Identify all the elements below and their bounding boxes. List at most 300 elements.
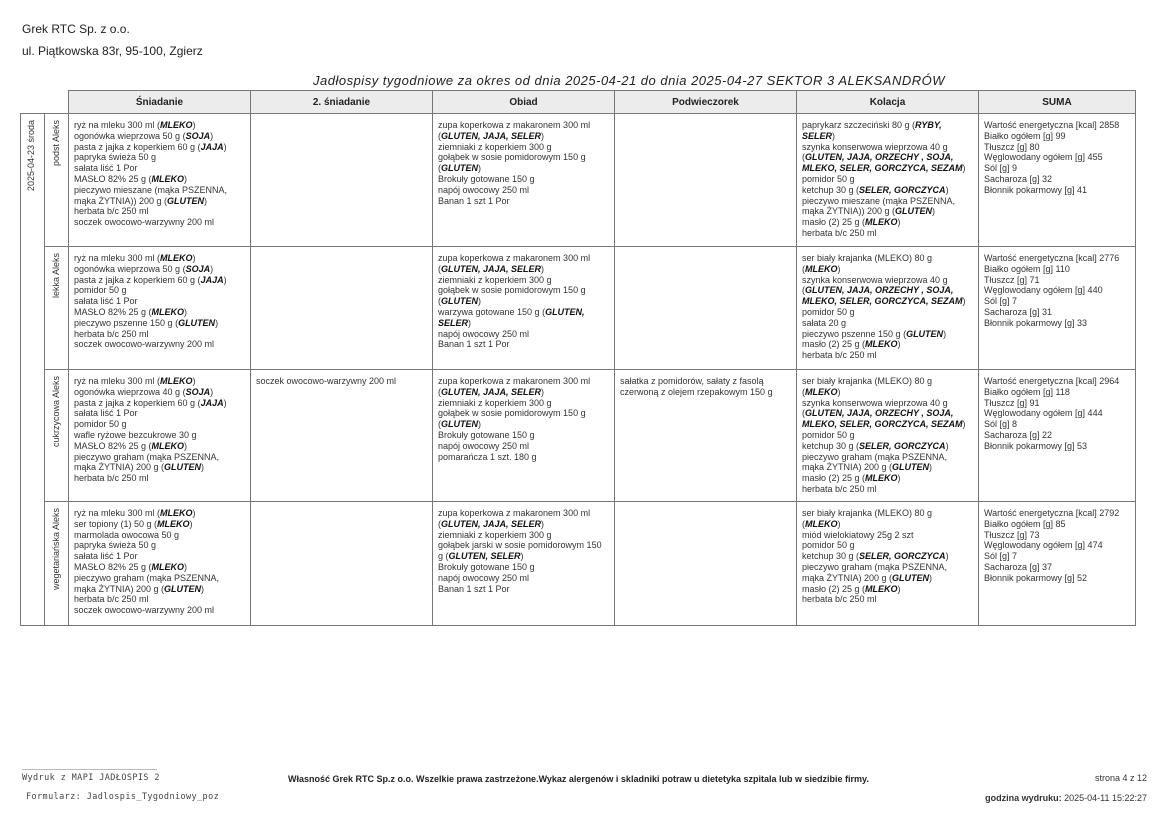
menu-text: Brokuły gotowane 150 g bbox=[438, 561, 535, 572]
menu-text: ) bbox=[215, 317, 219, 328]
allergen-text: GLUTEN bbox=[164, 462, 202, 473]
allergen-text: SOJA bbox=[185, 130, 211, 141]
menu-text: sałata liść 1 Por bbox=[74, 296, 138, 307]
menu-text: ) bbox=[837, 518, 841, 529]
menu-text: ( bbox=[802, 263, 805, 274]
menu-line bbox=[802, 185, 973, 196]
menu-line bbox=[984, 551, 1130, 562]
menu-line bbox=[74, 473, 245, 484]
menu-text: ogonówka wieprzowa 40 g ( bbox=[74, 386, 186, 397]
menu-text: Banan 1 szt 1 Por bbox=[438, 583, 510, 594]
footer-printout: Wydruk z MAPI JADŁOSPIS 2 bbox=[22, 773, 160, 783]
allergen-text: MLEKO bbox=[865, 217, 898, 228]
menu-text: masło (2) 25 g ( bbox=[802, 473, 866, 484]
menu-text: sałata liść 1 Por bbox=[74, 163, 138, 174]
allergen-text: MLEKO bbox=[805, 263, 838, 274]
supper-cell bbox=[797, 370, 979, 502]
menu-line bbox=[802, 408, 973, 419]
menu-text: ) bbox=[201, 583, 205, 594]
menu-text: marmolada owocowa 50 g bbox=[74, 529, 180, 540]
allergen-text: SOJA bbox=[185, 386, 211, 397]
menu-text: ) bbox=[962, 163, 966, 174]
allergen-text: MLEKO bbox=[160, 120, 193, 130]
allergen-text: GLUTEN, JAJA, ORZECHY , SOJA, bbox=[805, 152, 954, 163]
breakfast-cell bbox=[69, 370, 251, 502]
diet-label: podst Aleks bbox=[51, 120, 62, 167]
menu-text: ) bbox=[962, 296, 966, 307]
menu-text: Białko ogółem [g] 110 bbox=[984, 263, 1070, 274]
menu-line bbox=[74, 441, 245, 452]
menu-text: ziemniaki z koperkiem 300 g bbox=[438, 141, 552, 152]
menu-text: ( bbox=[438, 518, 441, 529]
menu-text: pieczywo graham (mąka PSZENNA, bbox=[74, 572, 220, 583]
lunch-cell bbox=[433, 502, 615, 626]
menu-line bbox=[74, 462, 245, 473]
allergen-text: GLUTEN, SELER bbox=[448, 551, 521, 562]
menu-line bbox=[74, 131, 245, 142]
menu-line bbox=[802, 387, 973, 398]
menu-text: pomidor 50 g bbox=[802, 429, 855, 440]
menu-line bbox=[74, 206, 245, 217]
menu-text: Tłuszcz [g] 71 bbox=[984, 274, 1040, 285]
menu-line bbox=[74, 152, 245, 163]
menu-line bbox=[74, 530, 245, 541]
menu-line bbox=[802, 398, 973, 409]
menu-line bbox=[984, 519, 1130, 530]
allergen-text: SELER bbox=[438, 317, 469, 328]
allergen-text: MLEKO bbox=[865, 583, 898, 594]
footer-rights: Własność Grek RTC Sp.z o.o. Wszelkie prawa zastrzeżone.Wykaz alergenów i skladniki potraw u dietetyka szpitala lub w siedzibie firmy. bbox=[288, 774, 869, 784]
menu-text: ) bbox=[184, 173, 188, 184]
menu-text: Błonnik pokarmowy [g] 41 bbox=[984, 184, 1088, 195]
column-header: Podwieczorek bbox=[615, 91, 797, 114]
menu-text: pieczywo graham (mąka PSZENNA, bbox=[802, 561, 948, 572]
menu-line bbox=[74, 408, 245, 419]
diet-label: cukrzycowa Aleks bbox=[51, 376, 62, 448]
menu-line bbox=[74, 185, 245, 196]
diet-label: wegetariańska Aleks bbox=[51, 508, 62, 591]
menu-line bbox=[74, 452, 245, 463]
supper-cell bbox=[797, 114, 979, 247]
menu-line bbox=[802, 174, 973, 185]
menu-line bbox=[802, 562, 973, 573]
menu-text: ryż na mleku 300 ml ( bbox=[74, 120, 161, 130]
menu-line bbox=[438, 419, 609, 430]
menu-line bbox=[74, 376, 245, 387]
menu-text: ) bbox=[945, 184, 949, 195]
menu-line bbox=[438, 376, 609, 387]
menu-line bbox=[74, 540, 245, 551]
menu-line bbox=[74, 163, 245, 174]
menu-text: soczek owocowo-warzywny 200 ml bbox=[74, 217, 215, 228]
menu-line bbox=[984, 419, 1130, 430]
totals-cell bbox=[979, 114, 1136, 247]
menu-text: ( bbox=[438, 130, 441, 141]
menu-text: Węglowodany ogółem [g] 440 bbox=[984, 285, 1103, 296]
menu-text: mąka ŻYTNIA) 200 g ( bbox=[74, 583, 165, 594]
menu-line bbox=[984, 163, 1130, 174]
menu-line bbox=[438, 540, 609, 551]
menu-text: ziemniaki z koperkiem 300 g bbox=[438, 274, 552, 285]
menu-text: herbata b/c 250 ml bbox=[802, 483, 877, 494]
menu-text: ( bbox=[802, 518, 805, 529]
menu-text: pomidor 50 g bbox=[74, 419, 127, 430]
menu-line bbox=[438, 562, 609, 573]
allergen-text: MLEKO, SELER, GORCZYCA, SEZAM bbox=[802, 296, 963, 307]
menu-text: mąka ŻYTNIA)) 200 g ( bbox=[74, 195, 168, 206]
menu-line bbox=[984, 430, 1130, 441]
company-address: ul. Piątkowska 83r, 95-100, Zgierz bbox=[22, 44, 203, 58]
allergen-text: MLEKO bbox=[151, 561, 185, 572]
menu-line bbox=[74, 573, 245, 584]
menu-text: Węglowodany ogółem [g] 444 bbox=[984, 408, 1103, 419]
menu-text: zupa koperkowa z makaronem 300 ml bbox=[438, 508, 591, 518]
menu-text: ) bbox=[223, 397, 227, 408]
diet-cell bbox=[45, 370, 69, 502]
menu-text: Sacharoza [g] 22 bbox=[984, 429, 1053, 440]
menu-text: ) bbox=[837, 386, 841, 397]
menu-line bbox=[438, 296, 609, 307]
afternoon-snack-cell bbox=[615, 502, 797, 626]
menu-line bbox=[802, 228, 973, 239]
diet-row bbox=[21, 502, 1136, 626]
menu-text: ziemniaki z koperkiem 300 g bbox=[438, 529, 552, 540]
allergen-text: MLEKO, SELER, GORCZYCA, SEZAM bbox=[802, 163, 963, 174]
diet-label: lekka Aleks bbox=[51, 253, 62, 299]
menu-text: napój owocowy 250 ml bbox=[438, 328, 530, 339]
menu-text: ) bbox=[932, 206, 936, 217]
menu-text: ) bbox=[184, 561, 188, 572]
menu-line bbox=[74, 120, 245, 131]
menu-text: ziemniaki z koperkiem 300 g bbox=[438, 397, 552, 408]
menu-line bbox=[438, 120, 609, 131]
menu-text: ryż na mleku 300 ml ( bbox=[74, 376, 161, 386]
menu-text: ) bbox=[929, 462, 933, 473]
menu-line bbox=[438, 152, 609, 163]
menu-text: napój owocowy 250 ml bbox=[438, 572, 530, 583]
menu-text: ) bbox=[962, 419, 966, 430]
menu-text: napój owocowy 250 ml bbox=[438, 184, 530, 195]
menu-text: ) bbox=[943, 328, 947, 339]
second-breakfast-cell bbox=[251, 114, 433, 247]
allergen-text: JAJA bbox=[200, 397, 224, 408]
menu-line bbox=[74, 142, 245, 153]
menu-text: soczek owocowo-warzywny 200 ml bbox=[74, 339, 215, 350]
menu-line bbox=[438, 329, 609, 340]
menu-text: Sacharoza [g] 32 bbox=[984, 173, 1053, 184]
menu-text: ) bbox=[204, 195, 208, 206]
menu-text: Sól [g] 8 bbox=[984, 419, 1018, 430]
menu-line bbox=[438, 131, 609, 142]
menu-text: Węglowodany ogółem [g] 474 bbox=[984, 540, 1103, 551]
menu-text: ) bbox=[201, 462, 205, 473]
menu-line bbox=[438, 508, 609, 519]
menu-line bbox=[984, 441, 1130, 452]
menu-line bbox=[802, 540, 973, 551]
menu-line bbox=[438, 519, 609, 530]
menu-text: Błonnik pokarmowy [g] 53 bbox=[984, 440, 1088, 451]
lunch-cell bbox=[433, 247, 615, 370]
menu-line bbox=[802, 196, 973, 207]
menu-text: ) bbox=[184, 306, 188, 317]
menu-line bbox=[438, 584, 609, 595]
menu-text: ) bbox=[541, 130, 545, 141]
menu-line bbox=[984, 120, 1130, 131]
menu-line bbox=[74, 419, 245, 430]
menu-text: ) bbox=[184, 440, 188, 451]
menu-text: czerwoną z olejem rzepakowym 150 g bbox=[620, 386, 773, 397]
menu-text: ) bbox=[832, 130, 836, 141]
menu-text: ) bbox=[837, 263, 841, 274]
menu-text: Wartość energetyczna [kcal] 2776 bbox=[984, 253, 1120, 263]
menu-line bbox=[74, 285, 245, 296]
menu-text: herbata b/c 250 ml bbox=[802, 594, 877, 605]
menu-line bbox=[984, 398, 1130, 409]
allergen-text: GLUTEN bbox=[164, 583, 202, 594]
menu-text: mąka ŻYTNIA)) 200 g ( bbox=[802, 206, 896, 217]
menu-text: herbata b/c 250 ml bbox=[802, 350, 877, 361]
menu-text: pomidor 50 g bbox=[802, 306, 855, 317]
menu-text: szynka konserwowa wieprzowa 40 g bbox=[802, 397, 948, 408]
menu-text: pasta z jajka z koperkiem 60 g ( bbox=[74, 397, 201, 408]
lunch-cell bbox=[433, 114, 615, 247]
second-breakfast-cell bbox=[251, 370, 433, 502]
menu-text: Sól [g] 9 bbox=[984, 163, 1018, 174]
menu-text: Sacharoza [g] 37 bbox=[984, 561, 1053, 572]
menu-text: ryż na mleku 300 ml ( bbox=[74, 508, 161, 518]
menu-line bbox=[802, 275, 973, 286]
menu-text: Białko ogółem [g] 85 bbox=[984, 518, 1066, 529]
menu-line bbox=[984, 540, 1130, 551]
menu-line bbox=[438, 530, 609, 541]
menu-text: ( bbox=[438, 419, 441, 430]
allergen-text: SELER bbox=[802, 130, 833, 141]
allergen-text: GLUTEN bbox=[167, 195, 205, 206]
menu-text: herbata b/c 250 ml bbox=[74, 594, 149, 605]
menu-text: ) bbox=[210, 263, 214, 274]
menu-line bbox=[74, 196, 245, 207]
menu-text: soczek owocowo-warzywny 200 ml bbox=[256, 376, 397, 386]
menu-text: papryka świeża 50 g bbox=[74, 152, 157, 163]
menu-text: pieczywo graham (mąka PSZENNA, bbox=[802, 451, 948, 462]
menu-line bbox=[438, 163, 609, 174]
menu-line bbox=[802, 296, 973, 307]
menu-line bbox=[984, 562, 1130, 573]
menu-line bbox=[438, 253, 609, 264]
menu-line bbox=[438, 430, 609, 441]
menu-line bbox=[74, 307, 245, 318]
header-row bbox=[21, 91, 1136, 114]
menu-text: zupa koperkowa z makaronem 300 ml bbox=[438, 253, 591, 263]
menu-text: gołąbek w sosie pomidorowym 150 g bbox=[438, 152, 586, 163]
menu-text: pieczywo graham (mąka PSZENNA, bbox=[74, 451, 220, 462]
menu-text: masło (2) 25 g ( bbox=[802, 339, 866, 350]
menu-text: ) bbox=[897, 339, 901, 350]
menu-line bbox=[984, 318, 1130, 329]
menu-text: ) bbox=[897, 583, 901, 594]
print-time-value: 2025-04-11 15:22:27 bbox=[1064, 793, 1147, 803]
allergen-text: GLUTEN bbox=[892, 462, 930, 473]
allergen-text: MLEKO bbox=[160, 508, 193, 518]
menu-text: ) bbox=[478, 163, 481, 174]
menu-line bbox=[802, 573, 973, 584]
menu-text: ketchup 30 g ( bbox=[802, 551, 860, 562]
menu-line bbox=[802, 318, 973, 329]
menu-text: mąka ŻYTNIA) 200 g ( bbox=[74, 462, 165, 473]
menu-text: zupa koperkowa z makaronem 300 ml bbox=[438, 376, 591, 386]
diet-row bbox=[21, 247, 1136, 370]
menu-text: ( bbox=[438, 296, 441, 307]
menu-text: ( bbox=[438, 263, 441, 274]
menu-line bbox=[984, 573, 1130, 584]
menu-text: ) bbox=[223, 141, 227, 152]
menu-text: ) bbox=[945, 440, 949, 451]
menu-text: papryka świeża 50 g bbox=[74, 540, 157, 551]
menu-line bbox=[802, 163, 973, 174]
allergen-text: GLUTEN, JAJA, ORZECHY , SOJA, bbox=[805, 285, 954, 296]
menu-text: pomarańcza 1 szt. 180 g bbox=[438, 451, 537, 462]
menu-text: ser topiony (1) 50 g ( bbox=[74, 518, 158, 529]
allergen-text: GLUTEN bbox=[441, 296, 478, 307]
menu-text: pomidor 50 g bbox=[802, 173, 855, 184]
diet-cell bbox=[45, 247, 69, 370]
menu-text: pomidor 50 g bbox=[74, 285, 127, 296]
menu-line bbox=[802, 584, 973, 595]
menu-text: mąka ŻYTNIA) 200 g ( bbox=[802, 572, 893, 583]
menu-text: masło (2) 25 g ( bbox=[802, 217, 866, 228]
menu-line bbox=[74, 253, 245, 264]
menu-text: sałata liść 1 Por bbox=[74, 551, 138, 562]
company-name: Grek RTC Sp. z o.o. bbox=[22, 22, 130, 36]
lunch-cell bbox=[433, 370, 615, 502]
menu-text: masło (2) 25 g ( bbox=[802, 583, 866, 594]
menu-line bbox=[984, 185, 1130, 196]
weekly-menu-table bbox=[20, 90, 1136, 626]
second-breakfast-cell bbox=[251, 502, 433, 626]
menu-line bbox=[74, 329, 245, 340]
column-header: Obiad bbox=[433, 91, 615, 114]
menu-text: MASŁO 82% 25 g ( bbox=[74, 173, 152, 184]
menu-line bbox=[74, 217, 245, 228]
allergen-text: MLEKO bbox=[151, 440, 185, 451]
menu-line bbox=[984, 142, 1130, 153]
menu-text: ( bbox=[802, 152, 805, 163]
menu-line bbox=[74, 296, 245, 307]
menu-text: ) bbox=[478, 419, 481, 430]
menu-line bbox=[74, 551, 245, 562]
menu-text: zupa koperkowa z makaronem 300 ml bbox=[438, 120, 591, 130]
column-header: Kolacja bbox=[797, 91, 979, 114]
allergen-text: MLEKO bbox=[805, 386, 838, 397]
menu-text: ser biały krajanka (MLEKO) 80 g bbox=[802, 253, 933, 263]
menu-text: Sacharoza [g] 31 bbox=[984, 306, 1053, 317]
menu-text: pasta z jajka z koperkiem 60 g ( bbox=[74, 141, 201, 152]
menu-text: pieczywo pszenne 150 g ( bbox=[74, 317, 179, 328]
menu-line bbox=[438, 174, 609, 185]
menu-text: ) bbox=[520, 551, 524, 562]
menu-text: sałata liść 1 Por bbox=[74, 408, 138, 419]
menu-line bbox=[74, 174, 245, 185]
allergen-text: GLUTEN bbox=[906, 328, 944, 339]
menu-line bbox=[984, 296, 1130, 307]
menu-line bbox=[74, 430, 245, 441]
afternoon-snack-cell bbox=[615, 114, 797, 247]
totals-cell bbox=[979, 370, 1136, 502]
menu-line bbox=[620, 376, 791, 387]
menu-text: Wartość energetyczna [kcal] 2858 bbox=[984, 120, 1120, 130]
allergen-text: MLEKO bbox=[151, 306, 185, 317]
menu-line bbox=[802, 376, 973, 387]
menu-line bbox=[802, 339, 973, 350]
menu-text: herbata b/c 250 ml bbox=[802, 227, 877, 238]
column-header: Śniadanie bbox=[69, 91, 251, 114]
menu-line bbox=[438, 285, 609, 296]
diet-cell bbox=[45, 502, 69, 626]
menu-text: ) bbox=[210, 130, 214, 141]
menu-text: Sól [g] 7 bbox=[984, 551, 1018, 562]
menu-text: ser biały krajanka (MLEKO) 80 g bbox=[802, 376, 933, 386]
day-label: 2025-04-23 środa bbox=[26, 120, 36, 192]
menu-line bbox=[438, 142, 609, 153]
menu-text: ( bbox=[802, 408, 805, 419]
menu-text: ogonówka wieprzowa 50 g ( bbox=[74, 130, 186, 141]
menu-line bbox=[984, 376, 1130, 387]
menu-line bbox=[74, 318, 245, 329]
menu-text: ) bbox=[897, 473, 901, 484]
diet-row bbox=[21, 370, 1136, 502]
menu-line bbox=[802, 131, 973, 142]
menu-line bbox=[802, 452, 973, 463]
allergen-text: RYBY, bbox=[915, 120, 942, 130]
footer-form: Formularz: Jadlospis_Tygodniowy_poz bbox=[26, 792, 220, 802]
allergen-text: MLEKO bbox=[160, 376, 193, 386]
allergen-text: MLEKO bbox=[805, 518, 838, 529]
menu-text: MASŁO 82% 25 g ( bbox=[74, 306, 152, 317]
menu-text: szynka konserwowa wieprzowa 40 g bbox=[802, 274, 948, 285]
menu-line bbox=[802, 217, 973, 228]
menu-line bbox=[802, 350, 973, 361]
menu-text: Banan 1 szt 1 Por bbox=[438, 339, 510, 350]
menu-line bbox=[802, 264, 973, 275]
menu-text: gołąbek jarski w sosie pomidorowym 150 bbox=[438, 540, 602, 551]
menu-text: warzywa gotowane 150 g ( bbox=[438, 306, 546, 317]
afternoon-snack-cell bbox=[615, 370, 797, 502]
menu-text: ) bbox=[929, 572, 933, 583]
menu-text: mąka ŻYTNIA) 200 g ( bbox=[802, 462, 893, 473]
menu-line bbox=[74, 508, 245, 519]
menu-line bbox=[984, 264, 1130, 275]
allergen-text: SOJA bbox=[185, 263, 211, 274]
menu-line bbox=[802, 430, 973, 441]
menu-line bbox=[438, 264, 609, 275]
menu-line bbox=[438, 398, 609, 409]
menu-text: Brokuły gotowane 150 g bbox=[438, 173, 535, 184]
menu-line bbox=[438, 387, 609, 398]
menu-line bbox=[802, 307, 973, 318]
menu-line bbox=[984, 174, 1130, 185]
column-header: 2. śniadanie bbox=[251, 91, 433, 114]
allergen-text: MLEKO bbox=[865, 339, 898, 350]
allergen-text: SELER, GORCZYCA bbox=[859, 551, 946, 562]
breakfast-cell bbox=[69, 247, 251, 370]
allergen-text: MLEKO bbox=[160, 253, 193, 263]
menu-line bbox=[438, 275, 609, 286]
menu-text: ryż na mleku 300 ml ( bbox=[74, 253, 161, 263]
totals-cell bbox=[979, 247, 1136, 370]
menu-text: Błonnik pokarmowy [g] 33 bbox=[984, 317, 1088, 328]
menu-text: ( bbox=[802, 285, 805, 296]
menu-text: ketchup 30 g ( bbox=[802, 184, 860, 195]
